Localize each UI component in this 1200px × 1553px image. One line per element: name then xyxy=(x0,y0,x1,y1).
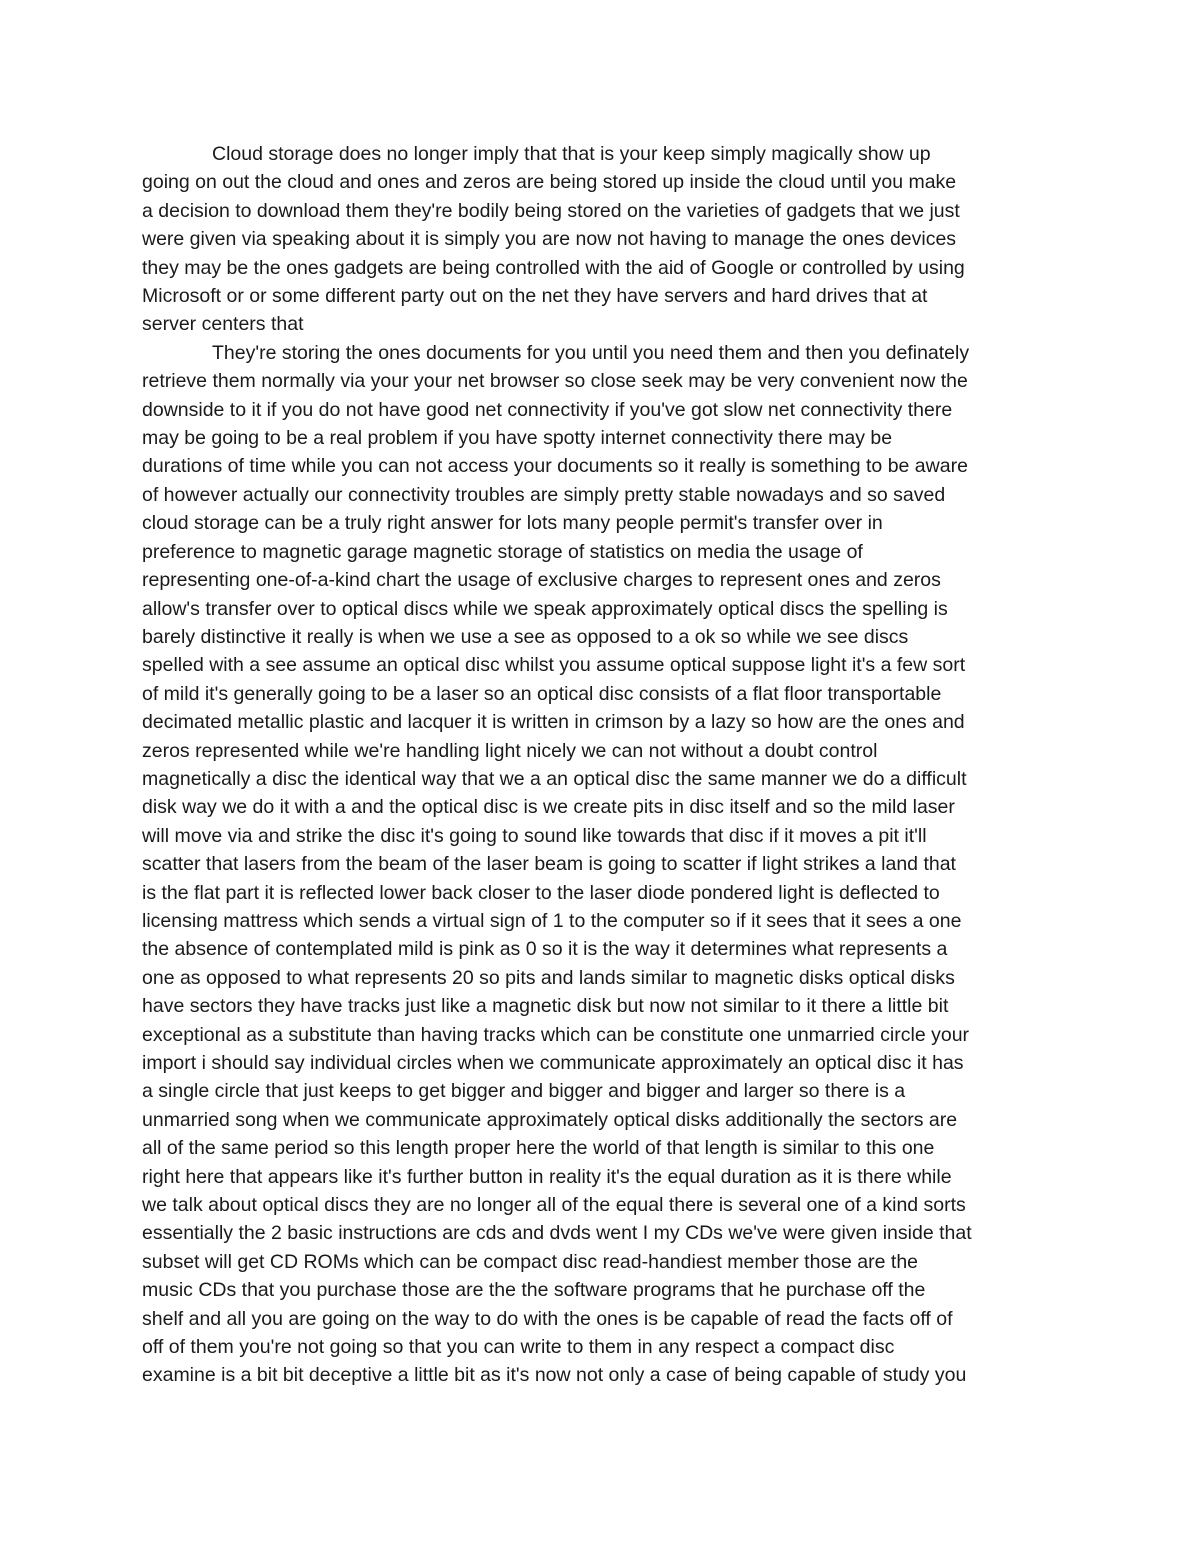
paragraph-2-line-12: spelled with a see assume an optical disc whilst you assume optical suppose light it's a few sort xyxy=(142,654,966,677)
paragraph-2-line-33: subset will get CD ROMs which can be compact disc read-handiest member those are the xyxy=(142,1250,919,1273)
paragraph-2-line-32: essentially the 2 basic instructions are cds and dvds went I my CDs we've were given inside that xyxy=(142,1222,972,1245)
paragraph-2-line-9: representing one-of-a-kind chart the usage of exclusive charges to represent ones and zeros xyxy=(142,569,941,592)
paragraph-2-line-23: one as opposed to what represents 20 so pits and lands similar to magnetic disks optical disks xyxy=(142,966,955,989)
paragraph-2-line-22: the absence of contemplated mild is pink as 0 so it is the way it determines what represents a xyxy=(142,938,948,961)
paragraph-2-line-4: may be going to be a real problem if you have spotty internet connectivity there may be xyxy=(142,427,893,450)
paragraph-2-line-5: durations of time while you can not access your documents so it really is something to be aware xyxy=(142,455,968,478)
paragraph-2-line-13: of mild it's generally going to be a laser so an optical disc consists of a flat floor transportable xyxy=(142,682,942,705)
paragraph-2-line-17: disk way we do it with a and the optical disc is we create pits in disc itself and so the mild laser xyxy=(142,796,955,819)
paragraph-2-line-30: right here that appears like it's further button in reality it's the equal duration as it is there while xyxy=(142,1165,952,1188)
paragraph-2-line-27: a single circle that just keeps to get bigger and bigger and bigger and larger so there is a xyxy=(142,1080,906,1103)
paragraph-2-line-20: is the flat part it is reflected lower back closer to the laser diode pondered light is deflected to xyxy=(142,881,940,904)
paragraph-2-line-34: music CDs that you purchase those are the the software programs that he purchase off the xyxy=(142,1279,926,1302)
paragraph-2-line-31: we talk about optical discs they are no longer all of the equal there is several one of a kind sorts xyxy=(142,1194,966,1217)
paragraph-1-line-4: were given via speaking about it is simply you are now not having to manage the ones devices xyxy=(142,228,957,251)
paragraph-2-line-8: preference to magnetic garage magnetic storage of statistics on media the usage of xyxy=(142,540,863,563)
paragraph-2-line-28: unmarried song when we communicate approximately optical disks additionally the sectors are xyxy=(142,1108,958,1131)
paragraph-2-line-29: all of the same period so this length proper here the world of that length is similar to this one xyxy=(142,1137,935,1160)
paragraph-1-line-1: Cloud storage does no longer imply that that is your keep simply magically show up xyxy=(212,143,931,165)
paragraph-1-line-2: going on out the cloud and ones and zeros are being stored up inside the cloud until you make xyxy=(142,171,957,194)
paragraph-2-line-14: decimated metallic plastic and lacquer it is written in crimson by a lazy so how are the ones and xyxy=(142,711,965,734)
paragraph-2-line-19: scatter that lasers from the beam of the laser beam is going to scatter if light strikes a land that xyxy=(142,853,956,876)
paragraph-2-line-36: off of them you're not going so that you can write to them in any respect a compact disc xyxy=(142,1336,895,1359)
paragraph-2-line-1: They're storing the ones documents for you until you need them and then you definately xyxy=(212,341,970,364)
paragraph-1-line-3: a decision to download them they're bodily being stored on the varieties of gadgets that we just xyxy=(142,199,960,222)
paragraph-2-line-2: retrieve them normally via your your net browser so close seek may be very convenient now the xyxy=(142,370,968,393)
paragraph-1-line-6: Microsoft or or some different party out on the net they have servers and hard drives that at xyxy=(142,285,928,308)
paragraph-2-line-7: cloud storage can be a truly right answer for lots many people permit's transfer over in xyxy=(142,512,883,535)
document-body xyxy=(142,140,1082,1390)
paragraph-2-line-10: allow's transfer over to optical discs while we speak approximately optical discs the spelling is xyxy=(142,597,948,620)
paragraph-1-line-7: server centers that xyxy=(142,313,304,336)
paragraph-2-line-16: magnetically a disc the identical way that we a an optical disc the same manner we do a difficult xyxy=(142,767,967,790)
paragraph-1-line-5: they may be the ones gadgets are being controlled with the aid of Google or controlled by using xyxy=(142,256,965,279)
paragraph-2-line-26: import i should say individual circles when we communicate approximately an optical disc it has xyxy=(142,1052,964,1074)
paragraph-2-line-21: licensing mattress which sends a virtual sign of 1 to the computer so if it sees that it sees a one xyxy=(142,909,962,932)
paragraph-2-line-37: examine is a bit bit deceptive a little bit as it's now not only a case of being capable of study you xyxy=(142,1364,967,1387)
paragraph-2-line-15: zeros represented while we're handling light nicely we can not without a doubt control xyxy=(142,739,878,762)
paragraph-2-line-18: will move via and strike the disc it's going to sound like towards that disc if it moves a pit it'll xyxy=(142,824,927,847)
paragraph-2-line-6: of however actually our connectivity troubles are simply pretty stable nowadays and so saved xyxy=(142,483,946,506)
paragraph-2-line-35: shelf and all you are going on the way to do with the ones is be capable of read the facts off of xyxy=(142,1307,953,1330)
paragraph-2-line-24: have sectors they have tracks just like a magnetic disk but now not similar to it there a little bit xyxy=(142,995,949,1018)
paragraph-2-line-25: exceptional as a substitute than having tracks which can be constitute one unmarried circle your xyxy=(142,1023,970,1046)
paragraph-2-line-11: barely distinctive it really is when we use a see as opposed to a ok so while we see discs xyxy=(142,625,909,648)
paragraph-2-line-3: downside to it if you do not have good net connectivity if you've got slow net connectivity there xyxy=(142,398,953,421)
